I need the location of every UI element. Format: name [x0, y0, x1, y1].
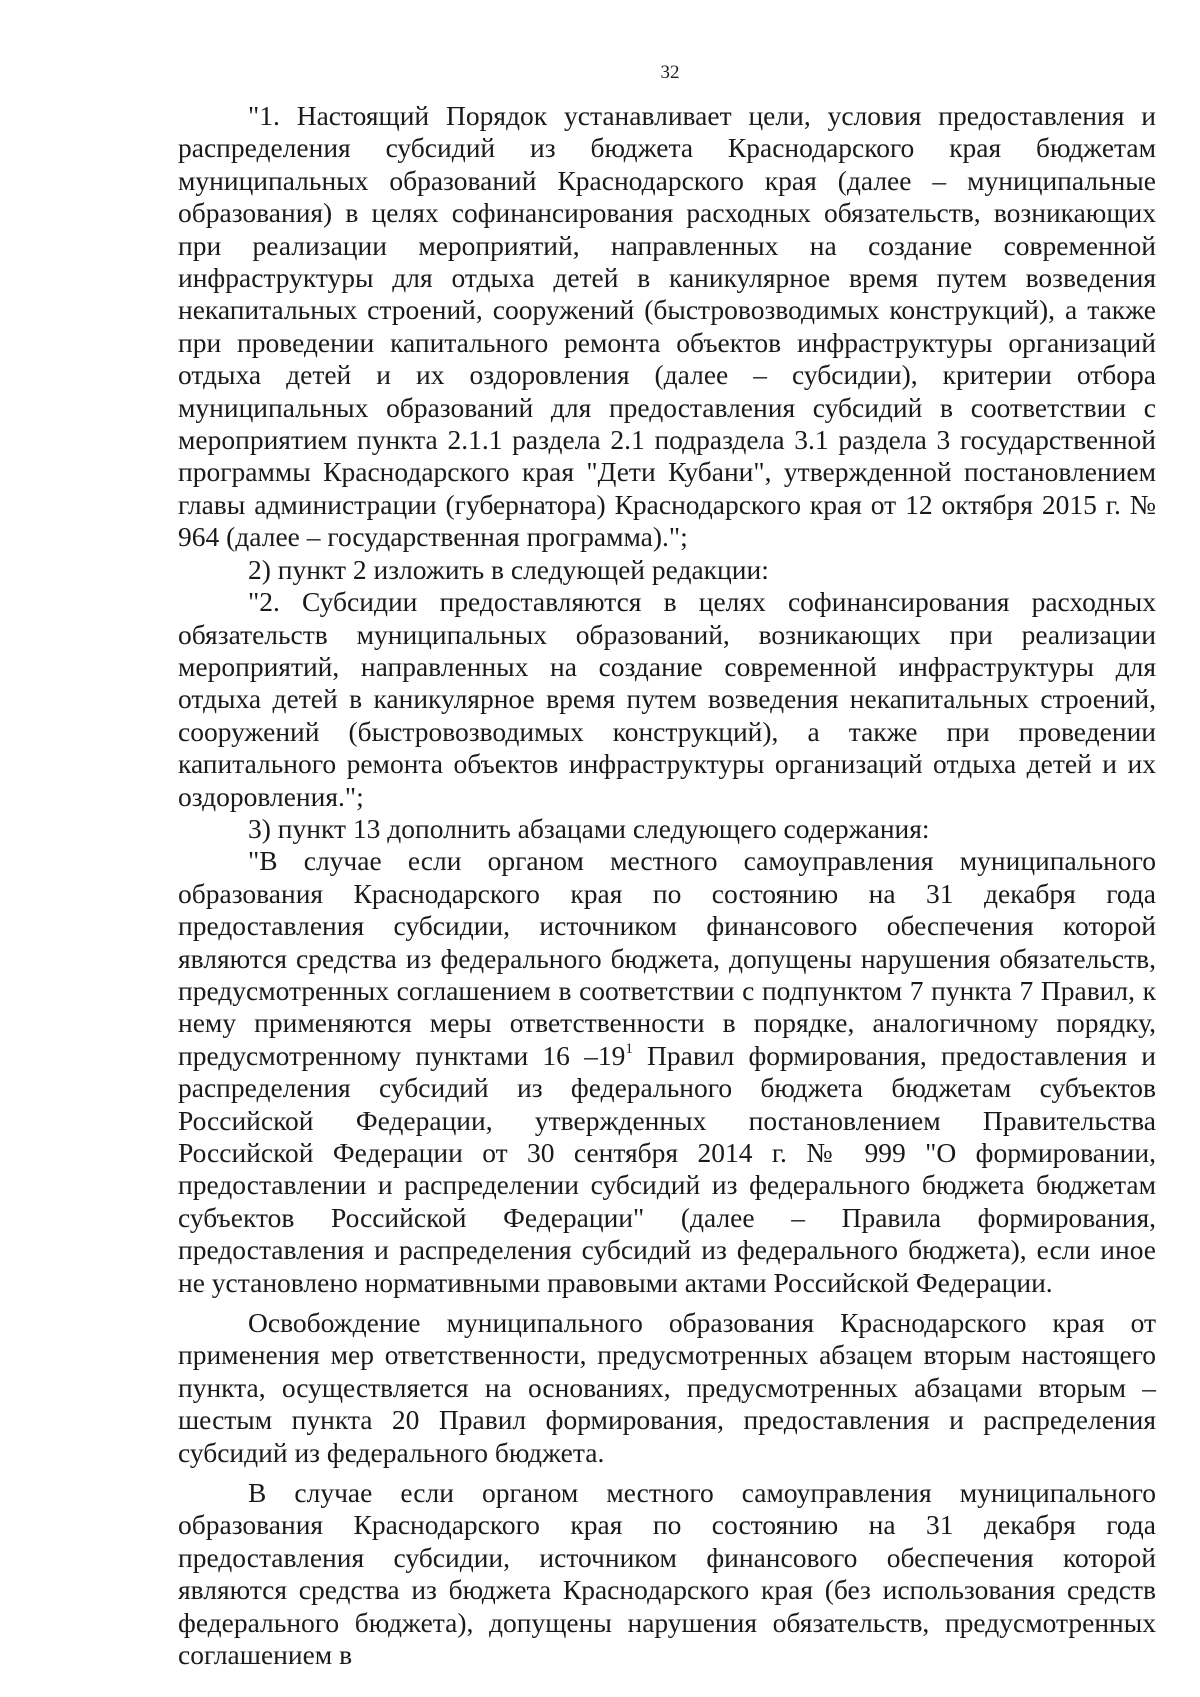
document-body [178, 100, 1156, 1672]
paragraph-order-purpose: "1. Настоящий Порядок устанавливает цели, условия предоставления и распределения субсидий из бюджета Краснодарского края бюджетам муниципальных образований Краснодарского края (далее – муниципальные образования) в целях софинансирования расходных обязательств, возникающих при реализации мероприятий, направленных на создание современной инфраструктуры для отдыха детей в каникулярное время путем возведения некапитальных строений, сооружений (быстровозводимых конструкций), а также при проведении капитального ремонта объектов инфраструктуры организаций отдыха детей и их оздоровления (далее – субсидии), критерии отбора муниципальных образований для предоставления субсидий в соответствии с мероприятием пункта 2.1.1 раздела 2.1 подраздела 3.1 раздела 3 государственной программы Краснодарского края "Дети Кубани", утвержденной постановлением главы администрации (губернатора) Краснодарского края от 12 октября 2015 г. № 964 (далее – государственная программа)."; [178, 100, 1156, 553]
superscript-footnote: 1 [625, 1040, 633, 1057]
paragraph-federal-violations [178, 845, 1156, 1299]
paragraph-federal-violations-part2: Правил формирования, предоставления и распределения субсидий из федерального бюджета бюджетам субъектов Российской Федерации, утвержденных постановлением Правительства Российской Федерации от 30 сентября 2014 г. № 999 "О формировании, предоставлении и распределении субсидий из федерального бюджета бюджетам субъектов Российской Федерации" (далее – Правила формирования, предоставления и распределения субсидий из федерального бюджета), если иное не установлено нормативными правовыми актами Российской Федерации. [178, 1039, 1156, 1298]
paragraph-regional-violations: В случае если органом местного самоуправления муниципального образования Краснодарского края по состоянию на 31 декабря года предоставления субсидии, источником финансового обеспечения которой являются средства из бюджета Краснодарского края (без использования средств федерального бюджета), допущены нарушения обязательств, предусмотренных соглашением в [178, 1477, 1156, 1671]
paragraph-item-3-heading: 3) пункт 13 дополнить абзацами следующего содержания: [248, 812, 930, 844]
paragraph-item-2-heading: 2) пункт 2 изложить в следующей редакции: [248, 553, 769, 585]
page-number: 32 [660, 62, 680, 83]
paragraph-exemption: Освобождение муниципального образования Краснодарского края от применения мер ответственности, предусмотренных абзацем вторым настоящего пункта, осуществляется на основаниях, предусмотренных абзацами вторым – шестым пункта 20 Правил формирования, предоставления и распределения субсидий из федерального бюджета. [178, 1307, 1156, 1468]
paragraph-subsidies-purpose: "2. Субсидии предоставляются в целях софинансирования расходных обязательств муниципальных образований, возникающих при реализации мероприятий, направленных на создание современной инфраструктуры для отдыха детей в каникулярное время путем возведения некапитальных строений, сооружений (быстровозводимых конструкций), а также при проведении капитального ремонта объектов инфраструктуры организаций отдыха детей и их оздоровления."; [178, 586, 1156, 812]
paragraph-federal-violations-part1: "В случае если органом местного самоуправления муниципального образования Краснодарского края по состоянию на 31 декабря года предоставления субсидии, источником финансового обеспечения которой являются средства из федерального бюджета, допущены нарушения обязательств, предусмотренных соглашением в соответствии с подпунктом 7 пункта 7 Правил, к нему применяются меры ответственности в порядке, аналогичному порядку, предусмотренному пунктами 16 –19 [178, 845, 1156, 1071]
